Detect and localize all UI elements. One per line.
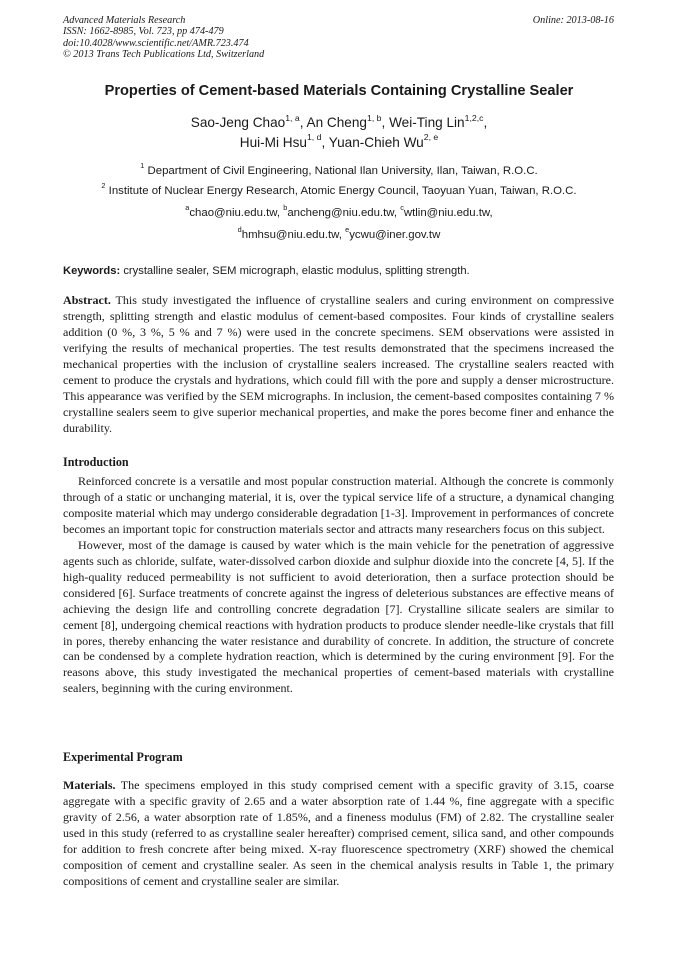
- author-sup: 1, a: [285, 112, 300, 123]
- author-list: [40, 113, 638, 152]
- affiliation-number: 2: [101, 181, 106, 191]
- email-tag: c: [400, 203, 404, 213]
- copyright-line: © 2013 Trans Tech Publications Ltd, Switzerland: [63, 49, 265, 61]
- affiliation-number: 1: [140, 161, 145, 171]
- materials-paragraph: [63, 778, 614, 890]
- keywords-text: crystalline sealer, SEM micrograph, elastic modulus, splitting strength.: [123, 265, 470, 277]
- abstract-label: Abstract.: [63, 293, 111, 307]
- author-name: Sao-Jeng Chao: [190, 115, 286, 130]
- author-name: Wei-Ting Lin: [389, 115, 465, 130]
- email-tag: e: [345, 225, 350, 235]
- experimental-heading: Experimental Program: [63, 750, 183, 764]
- introduction-paragraph-1: Reinforced concrete is a versatile and most popular construction material. Although the concrete is commonly through of a static or unchanging material, it is, over the typical service life of a structure, a dynamical changing composite material which may undergo considerable degradation [1-3]. Improvement in performances of concrete becomes an important topic for construction materials sector and attracts many researchers focus on this subject.: [63, 474, 614, 536]
- email-line-2: $^d$hmhsu@niu.edu.tw, $^e$ycwu@iner.gov.tw: [237, 225, 441, 241]
- abstract-text: This study investigated the influence of crystalline sealers and curing environment on compressive strength, splitting strength and elastic modulus of cement-based composites. Four kinds of crystalline sealers addition (0 %, 3 %, 5 % and 7 %) were used in the concrete specimens. SEM observations were assisted in verifying the results of mechanical properties. The test results demonstrated that the specimens increased the mechanical properties with the inclusion of crystalline sealers increased. The crystalline sealers reacted with cement to produce the crystals and hydrations, which could fill with the pore and supply a denser microstructure. This appearance was verified by the SEM micrographs. In inclusion, the cement-based composites containing 7 % crystalline sealers seem to give superior mechanical properties, and make the pores become finer and enhance the durability.: [63, 293, 615, 435]
- introduction-heading: Introduction: [63, 455, 129, 469]
- email-tag: d: [237, 225, 242, 235]
- journal-name: Advanced Materials Research: [63, 15, 186, 26]
- author-sup: 2, e: [423, 132, 439, 143]
- affiliation-1: [40, 161, 638, 178]
- online-date: Online: 2013-08-16: [532, 15, 614, 26]
- email-line-1: $^a$chao@niu.edu.tw, $^b$ancheng@niu.edu.tw, $^c$wtlin@niu.edu.tw,: [185, 203, 493, 219]
- issn-line: ISSN: 1662-8985, Vol. 723, pp 474-479: [63, 26, 224, 38]
- email-address: hmhsu@niu.edu.tw: [241, 229, 339, 241]
- author-name: An Cheng: [306, 115, 367, 130]
- email-tag: a: [185, 203, 190, 213]
- materials-label: Materials.: [63, 778, 116, 792]
- author-line-2: Hui-Mi Hsu$^{1, d}$, Yuan-Chieh Wu$^{2, e}$: [239, 132, 439, 150]
- introduction-body: [63, 474, 614, 697]
- email-address: ycwu@iner.gov.tw: [349, 229, 441, 241]
- paper-title: Properties of Cement-based Materials Containing Crystalline Sealer: [104, 83, 574, 99]
- doi-line: doi:10.4028/www.scientific.net/AMR.723.474: [63, 37, 249, 49]
- email-address: ancheng@niu.edu.tw: [287, 207, 394, 219]
- affiliation-2: [40, 181, 638, 198]
- author-name: Hui-Mi Hsu: [239, 134, 307, 150]
- affiliation-text: Institute of Nuclear Energy Research, Atomic Energy Council, Taoyuan Yuan, Taiwan, R.O.C.: [108, 185, 577, 197]
- author-sup: 1, b: [367, 112, 382, 123]
- materials-text: The specimens employed in this study comprised cement with a specific gravity of 3.15, coarse aggregate with a specific gravity of 2.65 and a water absorption rate of 1.44 %, fine aggregate with a specific gravity of 2.56, a water absorption rate of 1.85%, and a fineness modulus (FM) of 2.82. The crystalline sealer used in this study (referred to as crystalline sealer hereafter) comprised cement, silica sand, and other compounds for addition to fresh concrete after being mixed. X-ray fluorescence spectrometry (XRF) showed the chemical composition of cement and crystalline sealer. As seen in the chemical analysis results in Table 1, the primary compositions of cement and crystalline sealer are similar.: [63, 778, 614, 888]
- author-line-1: Sao-Jeng Chao$^{1, a}$, An Cheng$^{1, b}$, Wei-Ting Lin$^{1,2,c}$,: [190, 112, 488, 130]
- author-sup: 1,2,c: [464, 112, 484, 123]
- introduction-paragraph-2: However, most of the damage is caused by water which is the main vehicle for the penetration of aggressive agents such as chloride, sulfate, water-dissolved carbon dioxide and sulphur dioxide into the concrete [4, 5]. If the high-quality reduced permeability is not sufficient to avoid deterioration, then a surface protection should be considered [6]. Surface treatments of concrete against the ingress of deleterious substances are effective means of achieving the design life and controlling concrete degradation [7]. Crystalline silicate sealers are similar to cement [8], undergoing chemical reactions with hydration products to produce slender needle-like crystals that fill in pores, thereby enhancing the water resistance and durability of concrete. In addition, the structure of concrete can be condensed by a complete hydration reaction, which is determined by the curing environment [9]. For the reasons above, this study investigated the mechanical properties of cement-based materials with crystalline sealers, beginning with the curing environment.: [63, 537, 614, 696]
- email-address: wtlin@niu.edu.tw: [403, 207, 490, 219]
- keywords: [63, 264, 623, 278]
- author-name: Yuan-Chieh Wu: [328, 134, 424, 150]
- author-sup: 1, d: [306, 132, 322, 143]
- affiliation-text: Department of Civil Engineering, National Ilan University, Ilan, Taiwan, R.O.C.: [147, 165, 538, 177]
- email-tag: b: [283, 203, 288, 213]
- keywords-label: Keywords:: [63, 265, 121, 277]
- abstract: [63, 293, 614, 437]
- journal-header: [63, 15, 423, 61]
- email-address: chao@niu.edu.tw: [189, 207, 277, 219]
